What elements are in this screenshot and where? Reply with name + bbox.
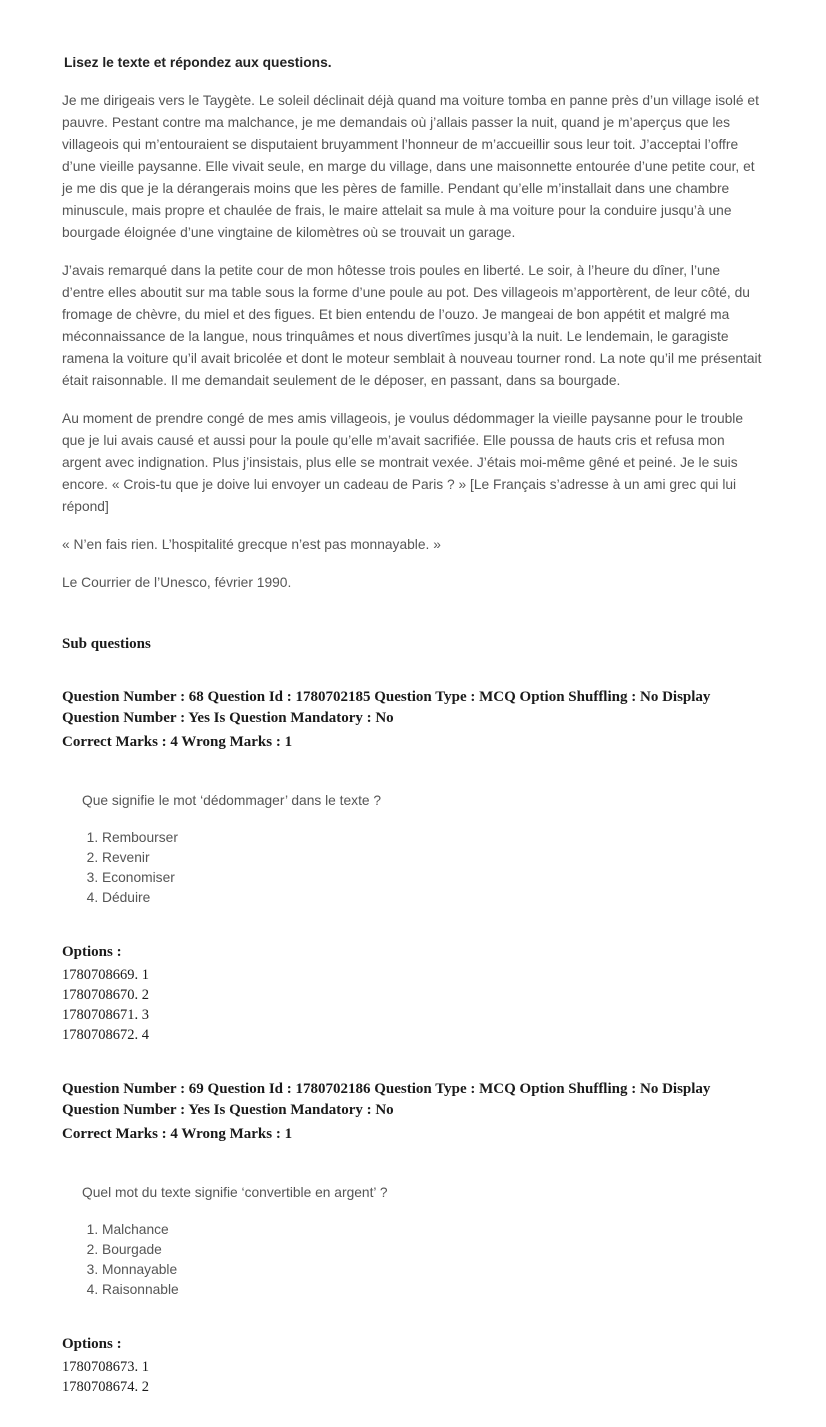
question-68-meta: Question Number : 68 Question Id : 1780702185 Question Type : MCQ Option Shuffling : No Display Question Number : Yes Is Question Mandatory : No bbox=[62, 689, 711, 726]
choice-item: 2. Bourgade bbox=[102, 1240, 764, 1260]
choice-item: 4. Raisonnable bbox=[102, 1280, 764, 1300]
choice-item: 3. Economiser bbox=[102, 868, 764, 888]
question-69-meta: Question Number : 69 Question Id : 1780702186 Question Type : MCQ Option Shuffling : No Display Question Number : Yes Is Question Mandatory : No bbox=[62, 1081, 711, 1118]
option-id-row: 1780708673. 1 bbox=[62, 1359, 149, 1375]
question-69-options-label: Options : bbox=[62, 1336, 122, 1352]
option-id-row: 1780708671. 3 bbox=[62, 1007, 149, 1023]
question-68-marks: Correct Marks : 4 Wrong Marks : 1 bbox=[62, 734, 293, 750]
question-68-text: Que signifie le mot ‘dédommager’ dans le texte ? bbox=[82, 793, 382, 808]
choice-item: 1. Malchance bbox=[102, 1220, 764, 1240]
passage-paragraph-3: Au moment de prendre congé de mes amis villageois, je voulus dédommager la vieille paysanne pour le trouble que je lui avais causé et aussi pour la poule qu’elle m’avait sacrifiée. Elle poussa de hauts cris et refusa mon argent avec indignation. Plus j’insistais, plus elle se montrait vexée. J’étais moi-même gêné et peiné. Je le suis encore. « Crois-tu que je doive lui envoyer un cadeau de Paris ? » [Le Français s’adresse à un ami grec qui lui répond] bbox=[62, 411, 744, 514]
reading-passage bbox=[62, 90, 764, 594]
question-69-option-ids bbox=[62, 1357, 764, 1397]
question-block-68 bbox=[62, 687, 764, 1045]
question-69-choices bbox=[72, 1220, 764, 1300]
choice-item: 1. Rembourser bbox=[102, 828, 764, 848]
choice-item: 3. Monnayable bbox=[102, 1260, 764, 1280]
passage-paragraph-1: Je me dirigeais vers le Taygète. Le soleil déclinait déjà quand ma voiture tomba en panne près d’un village isolé et pauvre. Pestant contre ma malchance, je me demandais où j’allais passer la nuit, quand je m’aperçus que les villageois qui m’entouraient se disputaient bruyamment l’honneur de m’accueillir sous leur toit. J’acceptai l’offre d’une vieille paysanne. Elle vivait seule, en marge du village, dans une maisonnette entourée d’une petite cour, et je me dis que je la dérangerais moins que les pères de famille. Pendant qu’elle m’installait dans une chambre minuscule, mais propre et chaulée de frais, le maire attelait sa mule à ma voiture pour la conduire jusqu’à une bourgade éloignée d’une vingtaine de kilomètres où se trouvait un garage. bbox=[62, 93, 759, 240]
passage-quote: « N’en fais rien. L’hospitalité grecque n’est pas monnayable. » bbox=[62, 537, 441, 552]
question-68-options-label: Options : bbox=[62, 944, 122, 960]
option-id-row: 1780708674. 2 bbox=[62, 1379, 149, 1395]
passage-paragraph-2: J’avais remarqué dans la petite cour de mon hôtesse trois poules en liberté. Le soir, à l’heure du dîner, l’une d’entre elles aboutit sur ma table sous la forme d’une poule au pot. Des villageois m’apportèrent, de leur côté, du fromage de chèvre, du miel et des figues. Et bien entendu de l’ouzo. Je mangeai de bon appétit et malgré ma méconnaissance de la langue, nous trinquâmes et nous divertîmes jusqu’à la nuit. Le lendemain, le garagiste ramena la voiture qu’il avait bricolée et dont le moteur semblait à nouveau tourner rond. La note qu’il me présentait était raisonnable. Il me demandait seulement de le déposer, en passant, dans sa bourgade. bbox=[62, 263, 762, 388]
option-id-row: 1780708669. 1 bbox=[62, 967, 149, 983]
sub-questions-heading: Sub questions bbox=[62, 636, 151, 652]
question-68-option-ids bbox=[62, 965, 764, 1045]
question-block-69 bbox=[62, 1079, 764, 1397]
question-69-marks: Correct Marks : 4 Wrong Marks : 1 bbox=[62, 1126, 293, 1142]
question-68-choices bbox=[72, 828, 764, 908]
option-id-row: 1780708672. 4 bbox=[62, 1027, 149, 1043]
choice-item: 2. Revenir bbox=[102, 848, 764, 868]
option-id-row: 1780708670. 2 bbox=[62, 987, 149, 1003]
passage-instruction: Lisez le texte et répondez aux questions. bbox=[64, 55, 332, 70]
choice-item: 4. Déduire bbox=[102, 888, 764, 908]
question-69-text: Quel mot du texte signifie ‘convertible en argent’ ? bbox=[82, 1185, 388, 1200]
passage-attribution: Le Courrier de l’Unesco, février 1990. bbox=[62, 575, 292, 590]
